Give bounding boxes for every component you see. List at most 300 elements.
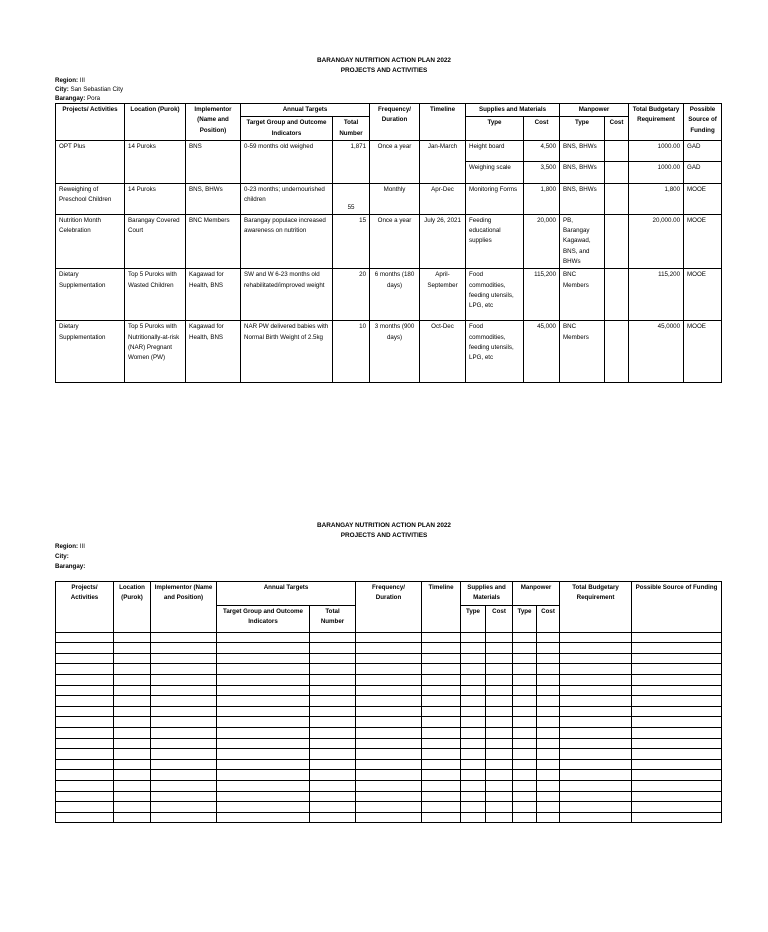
blank-cell	[114, 749, 151, 760]
header-total-budget: Total Budgetary Requirement	[560, 582, 632, 633]
header-implementor: Implementor (Name and Position)	[186, 104, 241, 141]
blank-cell	[537, 791, 560, 802]
blank-cell	[217, 674, 310, 685]
blank-cell	[632, 780, 722, 791]
cell-location: Top 5 Puroks with Nutritionally-at-risk (NAR) Pregnant Women (PW)	[125, 321, 186, 383]
blank-cell	[56, 717, 114, 728]
cell-timeline: Apr-Dec	[420, 183, 466, 214]
blank-cell	[56, 643, 114, 654]
header-supply-cost: Cost	[524, 117, 560, 141]
blank-cell	[632, 770, 722, 781]
blank-cell	[310, 759, 356, 770]
blank-cell	[422, 717, 461, 728]
blank-cell	[114, 706, 151, 717]
blank-cell	[310, 717, 356, 728]
blank-cell	[310, 643, 356, 654]
cell-project: Nutrition Month Celebration	[56, 214, 125, 268]
blank-cell	[560, 653, 632, 664]
header-annual-targets: Annual Targets	[217, 582, 356, 606]
blank-cell	[217, 770, 310, 781]
blank-cell	[461, 632, 486, 643]
form2-region: Region: III	[55, 543, 85, 550]
blank-cell	[560, 727, 632, 738]
blank-cell	[151, 759, 217, 770]
blank-cell	[356, 696, 422, 707]
cell-supply: Weighing scale	[466, 161, 524, 183]
blank-cell	[486, 791, 513, 802]
blank-cell	[56, 812, 114, 823]
header-annual-targets: Annual Targets	[241, 104, 370, 117]
blank-table-row	[56, 653, 722, 664]
blank-cell	[310, 696, 356, 707]
cell-budget: 1000.00	[629, 140, 684, 161]
header-total-number: Total Number	[333, 117, 370, 141]
form2-title: BARANGAY NUTRITION ACTION PLAN 2022	[317, 522, 451, 529]
blank-cell	[356, 643, 422, 654]
blank-cell	[56, 780, 114, 791]
blank-table-row	[56, 812, 722, 823]
blank-cell	[560, 696, 632, 707]
blank-cell	[114, 791, 151, 802]
cell-manpower: BNS, BHWs	[560, 161, 605, 183]
blank-cell	[151, 802, 217, 813]
blank-cell	[114, 738, 151, 749]
blank-cell	[537, 749, 560, 760]
blank-cell	[310, 664, 356, 675]
blank-cell	[486, 674, 513, 685]
blank-cell	[537, 727, 560, 738]
blank-cell	[217, 653, 310, 664]
blank-cell	[56, 674, 114, 685]
blank-cell	[486, 770, 513, 781]
header-supplies: Supplies and Materials	[461, 582, 513, 606]
cell-cost: 115,200	[524, 269, 560, 321]
blank-cell	[513, 727, 537, 738]
blank-cell	[310, 802, 356, 813]
cell-manpower: PB, Barangay Kagawad, BNS, and BHWs	[560, 214, 605, 268]
header-timeline: Timeline	[420, 104, 466, 141]
blank-action-plan-table	[55, 581, 722, 823]
blank-cell	[560, 802, 632, 813]
blank-cell	[537, 738, 560, 749]
cell-timeline: April-September	[420, 269, 466, 321]
blank-cell	[537, 706, 560, 717]
blank-table-row	[56, 706, 722, 717]
blank-cell	[513, 791, 537, 802]
cell-supply: Height board	[466, 140, 524, 161]
form2-barangay: Barangay:	[55, 563, 86, 570]
cell-manpower: BNC Members	[560, 321, 605, 383]
form2-subtitle: PROJECTS AND ACTIVITIES	[340, 532, 428, 539]
cell-timeline: July 26, 2021	[420, 214, 466, 268]
blank-cell	[560, 770, 632, 781]
cell-frequency: 6 months (180 days)	[370, 269, 420, 321]
blank-cell	[356, 749, 422, 760]
cell-timeline: Jan-March	[420, 140, 466, 183]
blank-cell	[422, 749, 461, 760]
blank-cell	[486, 664, 513, 675]
blank-cell	[114, 717, 151, 728]
blank-cell	[461, 706, 486, 717]
blank-cell	[422, 802, 461, 813]
cell-timeline: Oct-Dec	[420, 321, 466, 383]
blank-cell	[486, 643, 513, 654]
blank-cell	[114, 770, 151, 781]
blank-cell	[422, 653, 461, 664]
cell-budget: 1000.00	[629, 161, 684, 183]
blank-cell	[114, 727, 151, 738]
blank-cell	[486, 812, 513, 823]
blank-cell	[114, 759, 151, 770]
cell-frequency: 3 months (900 days)	[370, 321, 420, 383]
blank-cell	[56, 706, 114, 717]
blank-cell	[560, 664, 632, 675]
header-supply-type: Type	[466, 117, 524, 141]
blank-cell	[422, 727, 461, 738]
blank-table-row	[56, 643, 722, 654]
blank-cell	[537, 653, 560, 664]
blank-cell	[461, 812, 486, 823]
blank-cell	[151, 632, 217, 643]
blank-cell	[560, 643, 632, 654]
blank-cell	[537, 812, 560, 823]
blank-cell	[114, 802, 151, 813]
blank-cell	[151, 653, 217, 664]
blank-cell	[632, 791, 722, 802]
blank-cell	[422, 738, 461, 749]
cell-supply: Monitoring Forms	[466, 183, 524, 214]
blank-cell	[114, 653, 151, 664]
blank-cell	[632, 749, 722, 760]
blank-cell	[151, 706, 217, 717]
blank-cell	[461, 727, 486, 738]
cell-manpower-cost	[605, 161, 629, 183]
blank-cell	[632, 632, 722, 643]
blank-cell	[310, 727, 356, 738]
blank-cell	[422, 643, 461, 654]
cell-project: Dietary Supplementation	[56, 269, 125, 321]
blank-cell	[632, 717, 722, 728]
blank-table-row	[56, 727, 722, 738]
blank-cell	[486, 632, 513, 643]
blank-cell	[217, 727, 310, 738]
blank-cell	[151, 812, 217, 823]
blank-cell	[56, 632, 114, 643]
blank-cell	[486, 717, 513, 728]
cell-implementor: Kagawad for Health, BNS	[186, 269, 241, 321]
blank-cell	[310, 632, 356, 643]
blank-cell	[461, 653, 486, 664]
blank-cell	[310, 706, 356, 717]
cell-source: GAD	[684, 140, 722, 161]
blank-cell	[632, 706, 722, 717]
blank-cell	[310, 780, 356, 791]
blank-cell	[114, 696, 151, 707]
blank-cell	[422, 780, 461, 791]
cell-project: OPT Plus	[56, 140, 125, 183]
header-manpower-cost: Cost	[537, 605, 560, 632]
blank-table-row	[56, 664, 722, 675]
header-source: Possible Source of Funding	[684, 104, 722, 141]
blank-cell	[632, 738, 722, 749]
blank-cell	[217, 685, 310, 696]
cell-total: 10	[333, 321, 370, 383]
blank-cell	[422, 696, 461, 707]
form1-region: Region: III	[55, 77, 85, 84]
blank-cell	[356, 770, 422, 781]
blank-cell	[632, 685, 722, 696]
blank-table-row	[56, 685, 722, 696]
header-manpower-type: Type	[513, 605, 537, 632]
cell-manpower-cost	[605, 140, 629, 161]
blank-cell	[486, 653, 513, 664]
blank-cell	[217, 664, 310, 675]
blank-cell	[422, 664, 461, 675]
cell-target: NAR PW delivered babies with Normal Birth Weight of 2.5kg	[241, 321, 333, 383]
blank-cell	[151, 738, 217, 749]
blank-table-row	[56, 802, 722, 813]
form1-city: City: San Sebastian City	[55, 86, 124, 93]
header-total-number: Total Number	[310, 605, 356, 632]
cell-source: MOOE	[684, 269, 722, 321]
blank-cell	[513, 674, 537, 685]
cell-manpower: BNS, BHWs	[560, 183, 605, 214]
blank-cell	[461, 780, 486, 791]
header-frequency: Frequency/ Duration	[356, 582, 422, 633]
blank-cell	[560, 738, 632, 749]
blank-cell	[151, 780, 217, 791]
blank-cell	[560, 780, 632, 791]
cell-location: Top 5 Puroks with Wasted Children	[125, 269, 186, 321]
cell-budget: 20,000.00	[629, 214, 684, 268]
blank-cell	[422, 812, 461, 823]
blank-cell	[56, 653, 114, 664]
blank-cell	[461, 738, 486, 749]
cell-project: Reweighing of Preschool Children	[56, 183, 125, 214]
cell-total: 55	[333, 183, 370, 214]
blank-cell	[217, 696, 310, 707]
table-row	[56, 214, 722, 268]
blank-cell	[217, 632, 310, 643]
blank-table-row	[56, 696, 722, 707]
cell-supply: Food commodities, feeding utensils, LPG, etc	[466, 321, 524, 383]
blank-cell	[486, 738, 513, 749]
cell-frequency: Once a year	[370, 214, 420, 268]
blank-cell	[461, 791, 486, 802]
blank-table-row	[56, 632, 722, 643]
blank-cell	[310, 812, 356, 823]
blank-cell	[151, 727, 217, 738]
blank-cell	[356, 674, 422, 685]
cell-target: Barangay populace increased awareness on nutrition	[241, 214, 333, 268]
blank-cell	[537, 664, 560, 675]
blank-cell	[537, 643, 560, 654]
cell-cost: 4,500	[524, 140, 560, 161]
blank-cell	[513, 685, 537, 696]
blank-cell	[422, 770, 461, 781]
blank-cell	[513, 664, 537, 675]
blank-cell	[632, 812, 722, 823]
blank-cell	[486, 696, 513, 707]
blank-cell	[114, 780, 151, 791]
cell-manpower-cost	[605, 321, 629, 383]
blank-table-row	[56, 717, 722, 728]
blank-cell	[632, 727, 722, 738]
blank-cell	[151, 770, 217, 781]
blank-cell	[513, 653, 537, 664]
blank-cell	[356, 812, 422, 823]
blank-cell	[56, 738, 114, 749]
blank-cell	[217, 717, 310, 728]
blank-cell	[513, 738, 537, 749]
blank-cell	[310, 674, 356, 685]
blank-cell	[217, 791, 310, 802]
blank-cell	[151, 749, 217, 760]
header-manpower-cost: Cost	[605, 117, 629, 141]
blank-cell	[486, 749, 513, 760]
cell-budget: 115,200	[629, 269, 684, 321]
blank-cell	[56, 791, 114, 802]
blank-cell	[310, 749, 356, 760]
blank-cell	[422, 759, 461, 770]
blank-cell	[356, 727, 422, 738]
blank-table-row	[56, 780, 722, 791]
header-projects: Projects/ Activities	[56, 104, 125, 141]
blank-cell	[560, 632, 632, 643]
blank-table-row	[56, 674, 722, 685]
cell-target: 0-23 months; undernourished children	[241, 183, 333, 214]
blank-cell	[513, 802, 537, 813]
cell-budget: 1,800	[629, 183, 684, 214]
blank-cell	[537, 759, 560, 770]
cell-project: Dietary Supplementation	[56, 321, 125, 383]
blank-cell	[537, 696, 560, 707]
cell-location: 14 Puroks	[125, 140, 186, 183]
header-implementor: Implementor (Name and Position)	[151, 582, 217, 633]
blank-cell	[486, 802, 513, 813]
blank-cell	[356, 664, 422, 675]
blank-cell	[513, 812, 537, 823]
blank-cell	[537, 802, 560, 813]
blank-cell	[560, 812, 632, 823]
blank-cell	[513, 632, 537, 643]
blank-cell	[422, 706, 461, 717]
cell-cost: 3,500	[524, 161, 560, 183]
cell-target: 0-59 months old weighed	[241, 140, 333, 183]
blank-cell	[513, 759, 537, 770]
blank-cell	[513, 749, 537, 760]
cell-manpower-cost	[605, 183, 629, 214]
cell-cost: 45,000	[524, 321, 560, 383]
blank-cell	[356, 653, 422, 664]
header-manpower: Manpower	[513, 582, 560, 606]
blank-cell	[513, 643, 537, 654]
header-projects: Projects/ Activities	[56, 582, 114, 633]
blank-cell	[114, 674, 151, 685]
blank-cell	[560, 717, 632, 728]
blank-cell	[217, 759, 310, 770]
blank-cell	[217, 706, 310, 717]
cell-implementor: BNS	[186, 140, 241, 183]
header-supply-type: Type	[461, 605, 486, 632]
blank-cell	[461, 643, 486, 654]
table-row	[56, 183, 722, 214]
blank-cell	[461, 759, 486, 770]
blank-cell	[151, 696, 217, 707]
blank-cell	[217, 738, 310, 749]
blank-cell	[56, 685, 114, 696]
cell-manpower-cost	[605, 214, 629, 268]
cell-implementor: BNC Members	[186, 214, 241, 268]
blank-cell	[356, 738, 422, 749]
cell-budget: 45,0000	[629, 321, 684, 383]
cell-cost: 20,000	[524, 214, 560, 268]
blank-cell	[217, 802, 310, 813]
cell-manpower: BNS, BHWs	[560, 140, 605, 161]
blank-cell	[422, 632, 461, 643]
blank-table-row	[56, 759, 722, 770]
header-frequency: Frequency/ Duration	[370, 104, 420, 141]
blank-cell	[56, 802, 114, 813]
blank-cell	[356, 632, 422, 643]
blank-cell	[151, 791, 217, 802]
blank-cell	[560, 749, 632, 760]
cell-manpower: BNC Members	[560, 269, 605, 321]
blank-cell	[560, 674, 632, 685]
header-source: Possible Source of Funding	[632, 582, 722, 633]
blank-cell	[310, 791, 356, 802]
header-total-budget: Total Budgetary Requirement	[629, 104, 684, 141]
blank-cell	[56, 759, 114, 770]
blank-cell	[486, 685, 513, 696]
blank-cell	[513, 770, 537, 781]
blank-cell	[422, 685, 461, 696]
blank-cell	[486, 706, 513, 717]
blank-cell	[537, 685, 560, 696]
blank-cell	[356, 759, 422, 770]
blank-cell	[310, 653, 356, 664]
blank-cell	[560, 706, 632, 717]
blank-table-row	[56, 749, 722, 760]
blank-cell	[151, 643, 217, 654]
blank-cell	[217, 780, 310, 791]
cell-source: MOOE	[684, 321, 722, 383]
blank-cell	[114, 664, 151, 675]
blank-cell	[422, 674, 461, 685]
blank-cell	[356, 802, 422, 813]
blank-cell	[356, 706, 422, 717]
blank-cell	[56, 770, 114, 781]
blank-cell	[461, 802, 486, 813]
cell-supply: Food commodities, feeding utensils, LPG, etc	[466, 269, 524, 321]
header-supply-cost: Cost	[486, 605, 513, 632]
cell-implementor: BNS, BHWs	[186, 183, 241, 214]
form1-barangay: Barangay: Pora	[55, 95, 101, 102]
blank-cell	[114, 643, 151, 654]
header-manpower: Manpower	[560, 104, 629, 117]
blank-cell	[461, 749, 486, 760]
header-location: Location (Purok)	[125, 104, 186, 141]
cell-source: GAD	[684, 161, 722, 183]
table-row	[56, 140, 722, 161]
blank-cell	[461, 696, 486, 707]
blank-cell	[486, 727, 513, 738]
blank-cell	[56, 727, 114, 738]
blank-cell	[537, 780, 560, 791]
cell-source: MOOE	[684, 214, 722, 268]
blank-cell	[632, 802, 722, 813]
blank-cell	[310, 770, 356, 781]
